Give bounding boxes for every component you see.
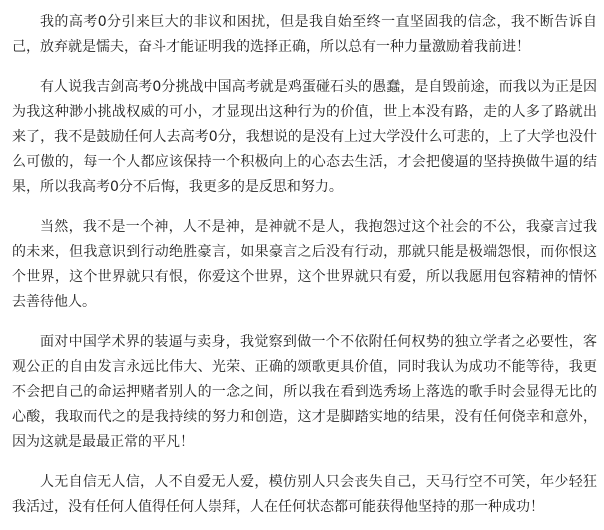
- paragraph-1: 我的高考0分引来巨大的非议和困扰，但是我自始至终一直坚固我的信念，我不断告诉自己，放弃就是懦夫，奋斗才能证明我的选择正确，所以总有一种力量激励着我前进！: [12, 14, 597, 55]
- paragraph-4: 面对中国学术界的装逼与卖身，我觉察到做一个不依附任何权势的独立学者之必要性，客观公正的自由发言永远比伟大、光荣、正确的颂歌更具价值，同时我认为成功不能等待，我更不会把自己的命运押赌者别人的一念之间，所以我在看到选秀场上落选的歌手时会显得无比的心酸，我取而代之的是我持续的努力和创造，这才是脚踏实地的结果，没有任何侥幸和意外，因为这就是最最正常的平凡！: [12, 334, 597, 450]
- paragraph-3: 当然，我不是一个神，人不是神，是神就不是人，我抱怨过这个社会的不公，我豪言过我的未来，但我意识到行动绝胜豪言，如果豪言之后没有行动，那就只能是极端怨恨，而你恨这个世界，这个世界就只有恨，你爱这个世界，这个世界就只有爱，所以我愿用包容精神的情怀去善待他人。: [12, 219, 597, 310]
- paragraph-5: 人无自信无人信，人不自爱无人爱，模仿别人只会丧失自己，天马行空不可笑，年少轻狂我活过，没有任何人值得任何人崇拜，人在任何状态都可能获得他坚持的那一种成功！: [12, 474, 597, 515]
- paragraph-2: 有人说我吉剑高考0分挑战中国高考就是鸡蛋碰石头的愚蠢，是自毁前途，而我以为正是因为我这种渺小挑战权威的可小，才显现出这种行为的价值，世上本没有路，走的人多了路就出来了，我不是鼓励任何人去高考0分，我想说的是没有上过大学没什么可悲的，上了大学也没什么可傲的，每一个人都应该保持一个积极向上的心态去生活，才会把傻逼的坚持换做牛逼的结果，所以我高考0分不后悔，我更多的是反思和努力。: [12, 79, 597, 195]
